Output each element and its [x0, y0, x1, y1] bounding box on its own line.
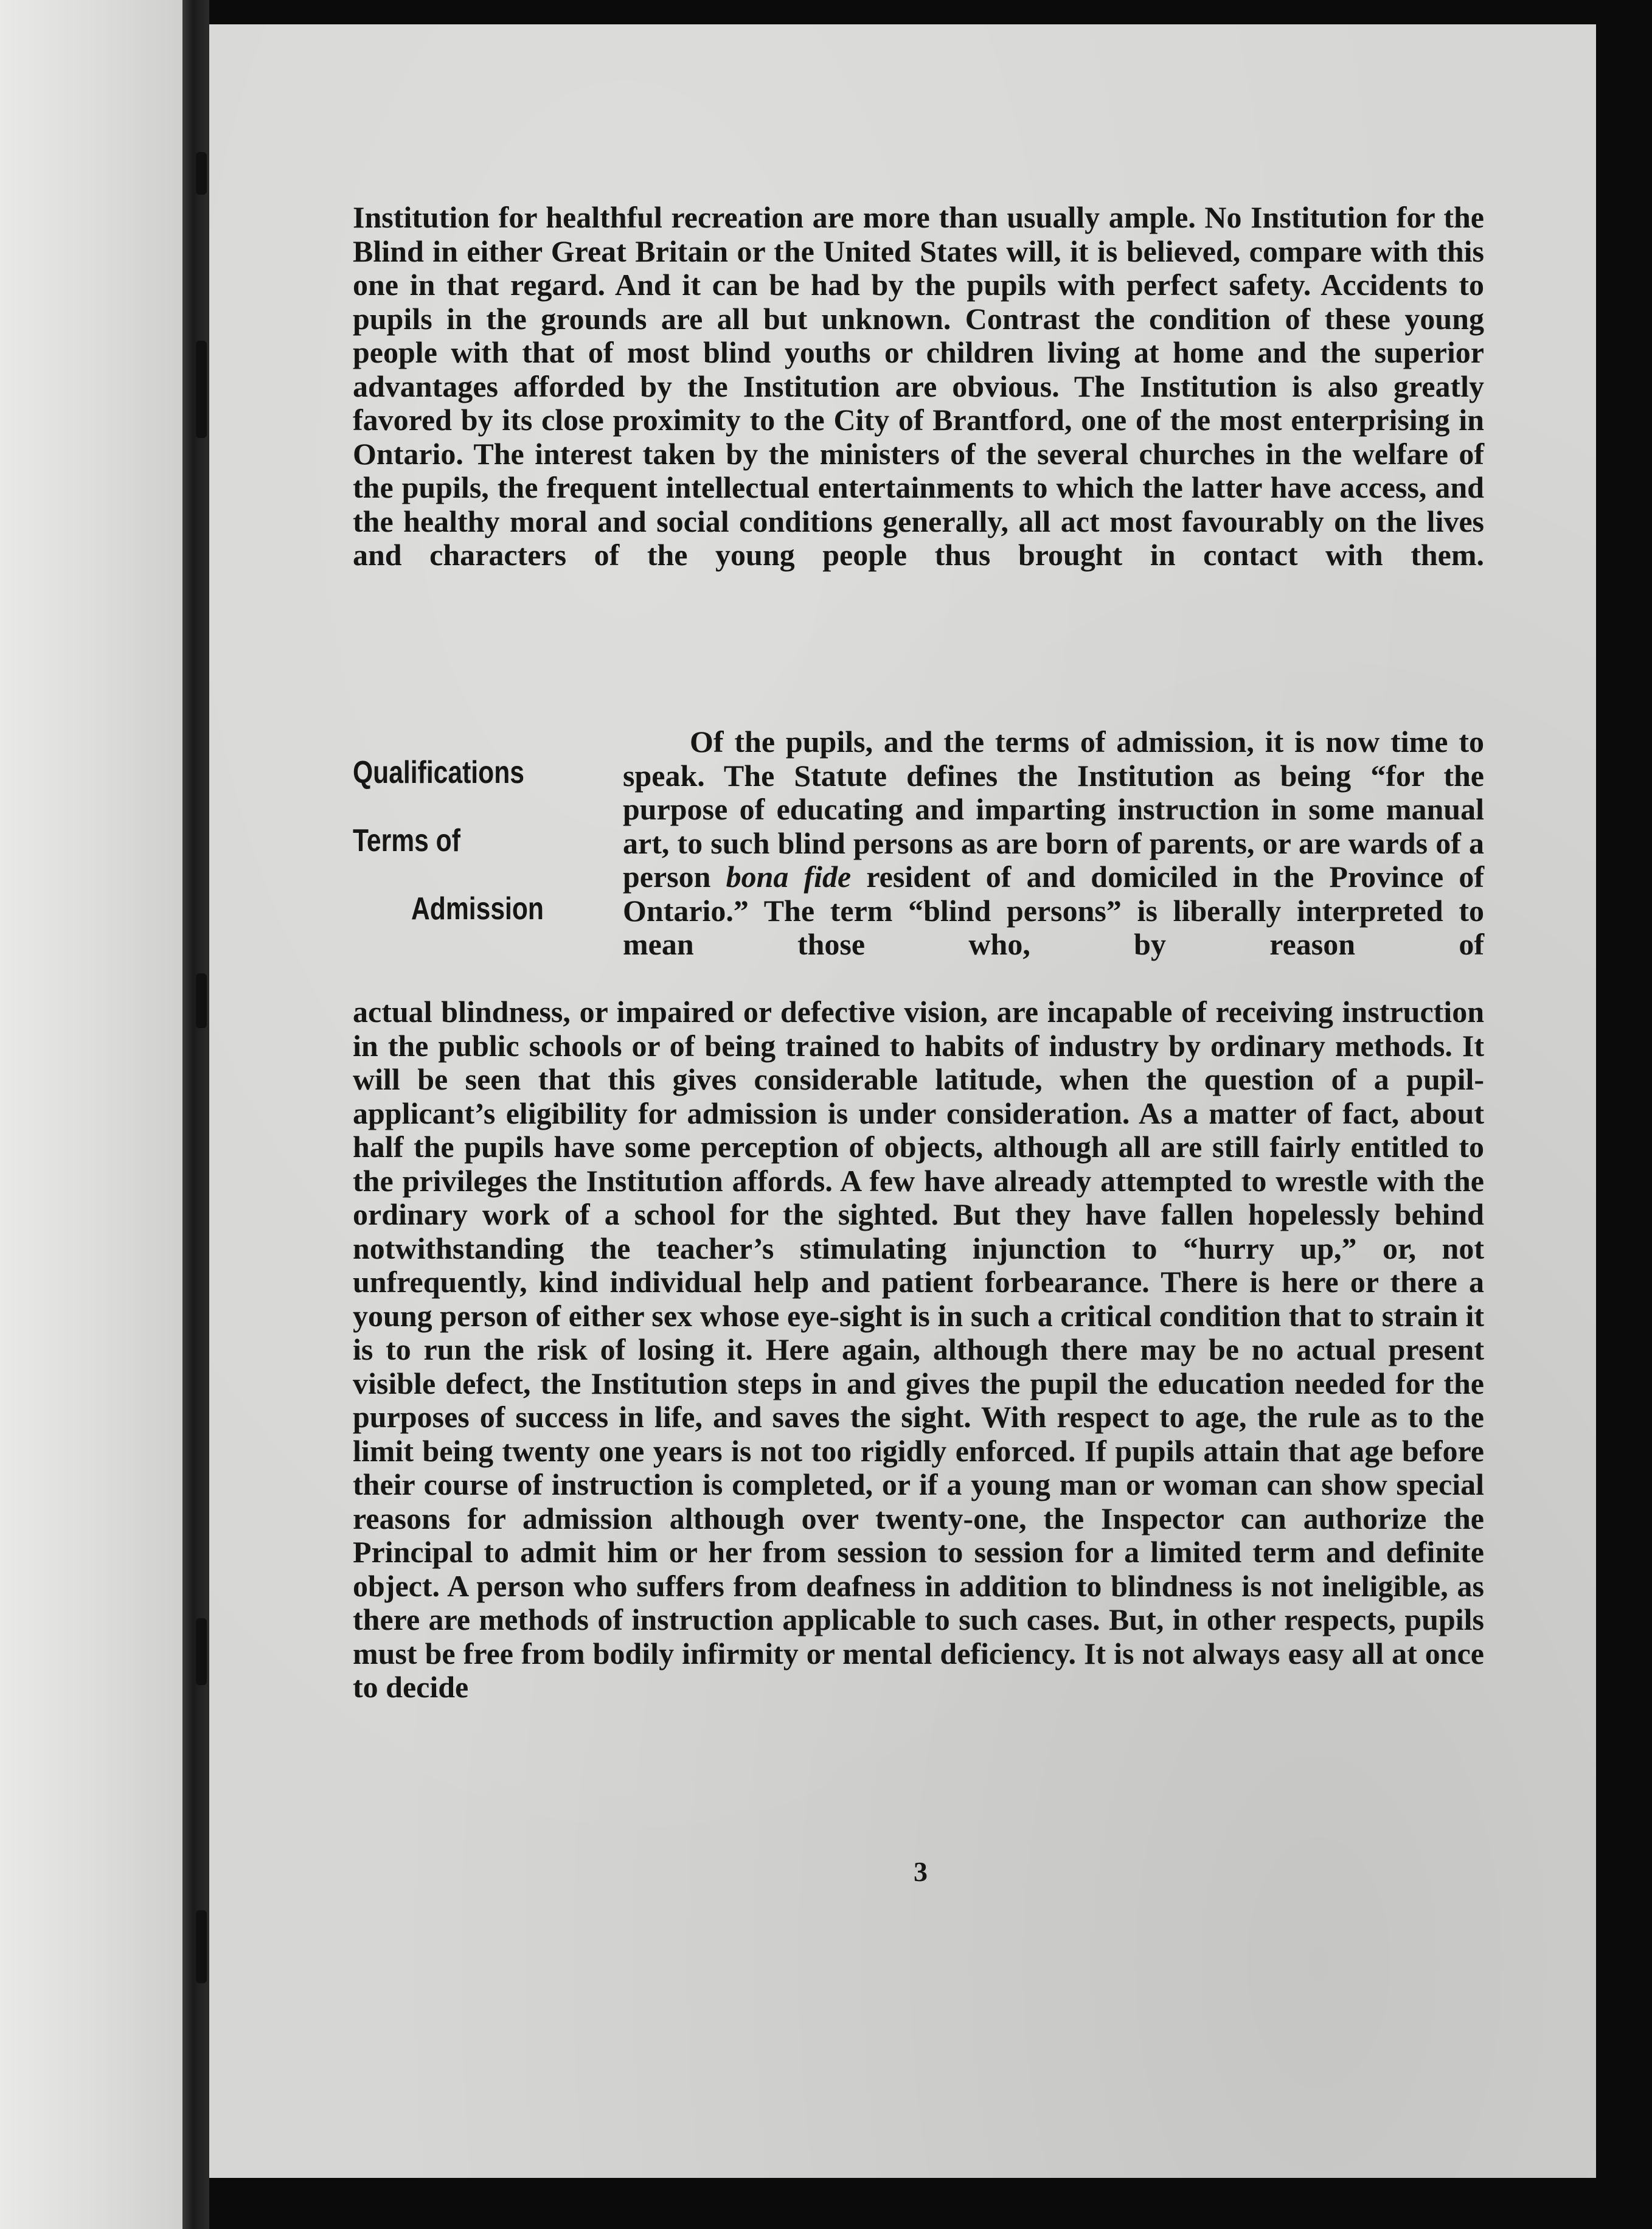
- side-heading-terms-of: Terms of: [353, 823, 460, 858]
- side-heading-qualifications: Qualifications: [353, 755, 524, 790]
- facing-page-edge: [0, 0, 182, 2229]
- paragraph-admission-narrow-end: resident of and domiciled in the Province of Ontario.” The term “blind persons” is liberally interpreted to mean those who, by reason of: [623, 860, 1485, 961]
- paragraph-admission-narrow-text: Of the pupils, and the terms of admission, it is now time to speak. The Statute defines the Institution as being “for the purpose of educating and imparting instruction in some manual art, to such blind persons as are born of parents, or are wards of a person: [623, 725, 1484, 894]
- binding-thread-mark: [196, 1618, 207, 1685]
- binding-thread-mark: [196, 341, 207, 438]
- bona-fide-italic: bona fide: [726, 860, 852, 894]
- book-page: [209, 24, 1596, 2178]
- book-spine: [182, 0, 209, 2229]
- paragraph-admission-wide: actual blindness, or impaired or defective vision, are incapable of receiving instruction in the public schools or of being trained to habits of industry by ordinary methods. It will be seen that this gives considerable latitude, when the question of a pupil-applicant’s eligibility for admission is under consideration. As a matter of fact, about half the pupils have some perception of objects, although all are still fairly entitled to the privileges the Institution affords. A few have already attempted to wrestle with the ordinary work of a school for the sighted. But they have fallen hopelessly behind notwithstanding the teacher’s stimulating injunction to “hurry up,” or, not unfrequently, kind individual help and patient forbearance. There is here or there a young person of either sex whose eye-sight is in such a critical condition that to strain it is to run the risk of losing it. Here again, although there may be no actual present visible defect, the Institution steps in and gives the pupil the education needed for the purposes of success in life, and saves the sight. With respect to age, the rule as to the limit being twenty one years is not too rigidly enforced. If pupils attain that age before their course of instruction is completed, or if a young man or woman can show special reasons for admission although over twenty-one, the Inspector can authorize the Principal to admit him or her from session to session for a limited term and definite object. A person who suffers from deafness in addition to blindness is not ineligible, as there are methods of instruction applicable to such cases. But, in other respects, pupils must be free from bodily infirmity or mental deficiency. It is not always easy all at once to decide: [353, 995, 1484, 1704]
- binding-thread-mark: [196, 973, 207, 1028]
- binding-thread-mark: [196, 152, 207, 195]
- page-number: 3: [914, 1856, 928, 1887]
- paragraph-recreation: Institution for healthful recreation are more than usually ample. No Institution for the Blind in either Great Britain or the United States will, it is believed, compare with this one in that regard. And it can be had by the pupils with perfect safety. Accidents to pupils in the grounds are all but unknown. Contrast the condition of these young people with that of most blind youths or children living at home and the superior advantages afforded by the Institution are obvious. The Institution is also greatly favored by its close proximity to the City of Brantford, one of the most enterprising in Ontario. The interest taken by the ministers of the several churches in the welfare of the pupils, the frequent intellectual entertainments to which the latter have access, and the healthy moral and social conditions generally, all act most favourably on the lives and characters of the young people thus brought in contact with them.: [353, 200, 1484, 572]
- paragraph-admission-narrow: [623, 725, 1484, 999]
- side-heading-admission: Admission: [411, 891, 544, 927]
- binding-thread-mark: [196, 1910, 207, 1983]
